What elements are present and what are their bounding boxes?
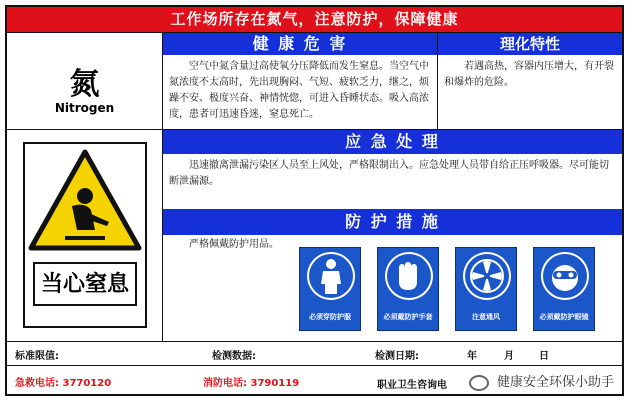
physchem-header: 理化特性 (438, 33, 622, 55)
emergency-header: 应 急 处 理 (163, 130, 622, 154)
divider (162, 32, 163, 341)
watermark (469, 371, 614, 391)
limit-label: 标准限值: (15, 351, 59, 362)
ppe-sign-gloves (377, 247, 439, 331)
suffocation-warning-icon (25, 144, 145, 260)
protection-text: 严格佩戴防护用品。 (189, 239, 279, 250)
detect-label: 检测数据: (212, 351, 256, 362)
ppe-caption: 必须戴防护眼镜 (539, 313, 589, 321)
ppe-sign-goggles (533, 247, 595, 331)
consult-phone-label: 职业卫生咨询电 (377, 380, 447, 391)
ppe-caption: 必须穿防护服 (309, 313, 351, 321)
divider (7, 365, 622, 366)
protection-header: 防 护 措 施 (163, 209, 622, 235)
protective-suit-icon (307, 252, 355, 300)
date-label: 检测日期: (375, 351, 419, 362)
ppe-caption: 必须戴防护手套 (383, 313, 433, 321)
substance-name-en: Nitrogen (54, 101, 115, 115)
year-label: 年 (467, 351, 477, 362)
ppe-sign-suit (299, 247, 361, 331)
warning-label: 当心窒息 (33, 262, 137, 306)
title-banner: 工作场所存在氮气，注意防护，保障健康 (7, 7, 622, 32)
emergency-text: 迅速撤离泄漏污染区人员至上风处，严格限制出入。应急处理人员带自给正压呼吸器。尽可能切断泄漏源。 (169, 160, 609, 187)
health-hazard-text: 空气中氮含量过高使氧分压降低而发生窒息。当空气中氮浓度不太高时，先出现胸闷、气短、疲软乏力，继之，烦躁不安、极度兴奋、神情恍惚，可进入昏睡状态。吸入高浓度，患者可迅速昏迷，窒息死亡。 (169, 61, 429, 120)
health-hazard-header: 健 康 危 害 (163, 33, 437, 55)
divider (7, 341, 622, 342)
day-label: 日 (539, 351, 549, 362)
ppe-sign-ventilation (455, 247, 517, 331)
fire-phone: 消防电话: 3790119 (203, 378, 300, 389)
month-label: 月 (504, 351, 514, 362)
watermark-text: 健康安全环保小助手 (496, 375, 614, 390)
wechat-icon (469, 375, 489, 391)
warning-card (5, 5, 624, 396)
physchem-text: 若遇高热，容器内压增大，有开裂和爆炸的危险。 (444, 61, 614, 88)
emergency-phone: 急救电话: 3770120 (15, 378, 112, 389)
suffocation-warning-sign (23, 142, 147, 328)
protective-gloves-icon (385, 252, 433, 300)
ventilation-fan-icon (463, 252, 511, 300)
substance-name-cn: 氮 (69, 67, 100, 102)
ppe-caption: 注意通风 (472, 313, 500, 321)
safety-goggles-icon (541, 252, 589, 300)
